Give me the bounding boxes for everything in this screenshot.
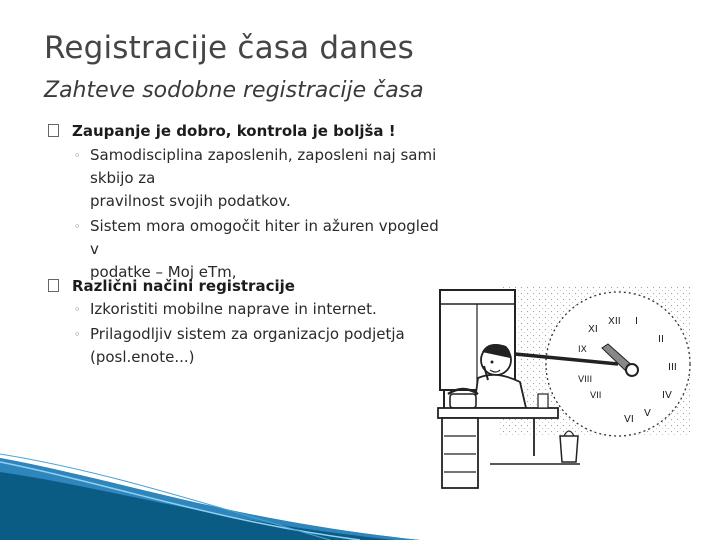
sub-bullet-line: Sistem mora omogočit hiter in ažuren vpogled v (90, 217, 439, 258)
clock-numeral: IV (662, 390, 672, 401)
slide-subtitle: Zahteve sodobne registracije časa (44, 78, 424, 103)
clock-numeral: V (644, 408, 651, 419)
sub-bullet-item (48, 298, 448, 321)
slide-title: Registracije časa danes (44, 30, 414, 66)
clock-numeral: IX (578, 345, 587, 355)
sub-bullet-line: Samodisciplina zaposlenih, zaposleni naj sami skbijo za (90, 146, 437, 187)
bullet-item (48, 276, 448, 296)
sub-bullet-item (48, 323, 448, 369)
clock-numeral: VIII (578, 375, 593, 385)
bullet-group-2 (48, 276, 448, 369)
clock-numeral: II (658, 334, 664, 345)
sub-bullet-line: podatke – Moj eTm, (90, 263, 237, 281)
sub-bullet-line: Prilagodljiv sistem za organizacjo podjetja (90, 325, 405, 343)
ring-bullet-icon: ◦ (74, 220, 81, 233)
sub-bullet-line: (posl.enote...) (90, 348, 195, 366)
square-bullet-icon (48, 279, 59, 292)
sub-bullet-line: pravilnost svojih podatkov. (90, 192, 291, 210)
sub-bullet-line: Izkoristiti mobilne naprave in internet. (90, 300, 377, 318)
clock-numeral: XII (608, 316, 621, 327)
clock-numeral: VI (624, 414, 634, 425)
square-bullet-icon (48, 124, 59, 137)
ring-bullet-icon: ◦ (74, 149, 81, 162)
ring-bullet-icon: ◦ (74, 328, 81, 341)
bullet-text: Zaupanje je dobro, kontrola je boljša ! (72, 122, 396, 140)
decorative-swoosh (0, 440, 720, 540)
sub-bullet-item (48, 215, 448, 284)
bullet-group-1 (48, 121, 448, 284)
sub-bullet-item (48, 144, 448, 213)
clock-numeral: I (635, 316, 638, 327)
clock-numeral: XI (588, 324, 598, 335)
telephone-icon (448, 389, 478, 408)
ring-bullet-icon: ◦ (74, 303, 81, 316)
clock-numeral: III (668, 362, 677, 373)
bullet-item (48, 121, 448, 141)
bullet-text: Različni načini registracije (72, 277, 295, 295)
clock-numeral: VII (590, 391, 602, 401)
